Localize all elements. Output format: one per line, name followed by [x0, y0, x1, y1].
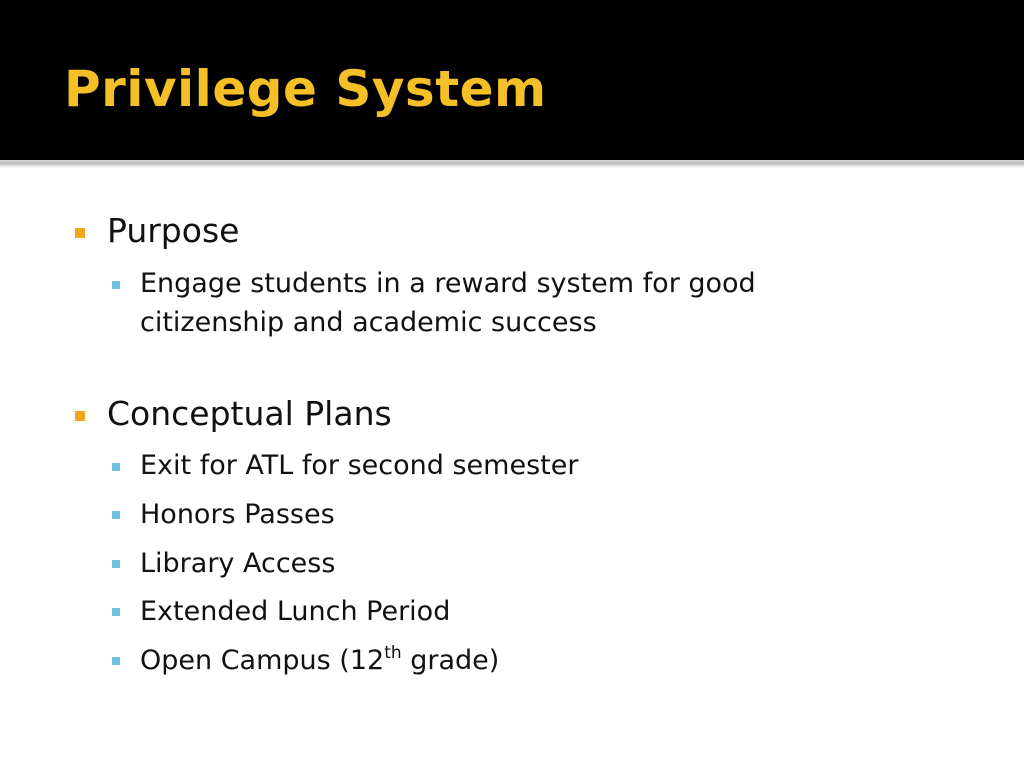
- section-heading-purpose: Purpose: [107, 211, 240, 250]
- plan-item-open-campus: [140, 641, 890, 680]
- plan-item-library-access: Library Access: [140, 548, 336, 579]
- sub-bullet-square-icon: [112, 281, 120, 289]
- open-campus-text-start: Open Campus (12: [140, 645, 385, 676]
- plan-item-exit-atl: Exit for ATL for second semester: [140, 450, 579, 481]
- bullet-square-icon: [75, 411, 85, 421]
- sub-bullet-square-icon: [112, 657, 120, 665]
- slide-title: Privilege System: [64, 60, 547, 118]
- section-heading-conceptual-plans: Conceptual Plans: [107, 394, 392, 433]
- purpose-item: Engage students in a reward system for good citizenship and academic success: [140, 268, 756, 338]
- sub-bullet-square-icon: [112, 608, 120, 616]
- plan-item-extended-lunch: Extended Lunch Period: [140, 596, 451, 627]
- plan-item-honors-passes: Honors Passes: [140, 499, 335, 530]
- open-campus-text-end: grade): [401, 645, 500, 676]
- sub-bullet-square-icon: [112, 560, 120, 568]
- ordinal-superscript: th: [384, 643, 402, 663]
- bullet-square-icon: [75, 228, 85, 238]
- sub-bullet-square-icon: [112, 511, 120, 519]
- sub-bullet-square-icon: [112, 463, 120, 471]
